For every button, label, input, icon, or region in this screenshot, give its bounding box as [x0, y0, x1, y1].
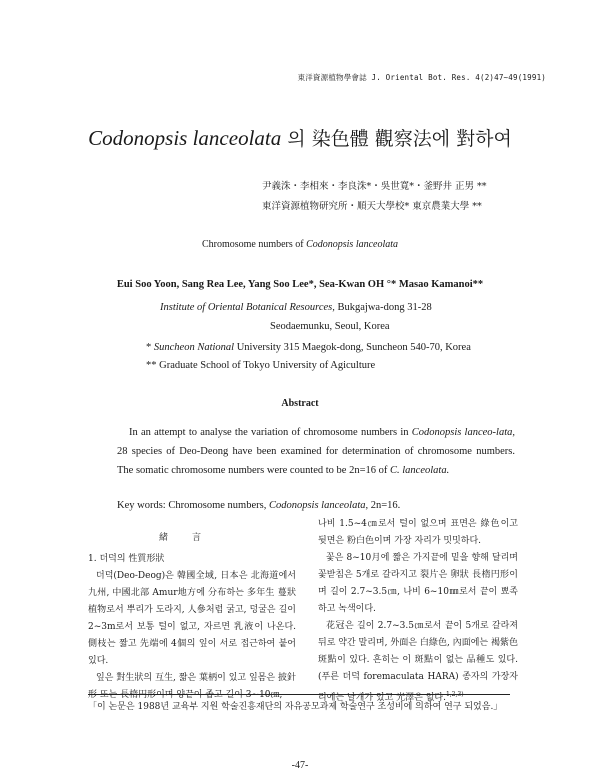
abstract-text-1: In an attempt to analyse the variation of chromosome numbers in [129, 427, 412, 438]
institution-line-2: Seodaemunku, Seoul, Korea [270, 321, 390, 332]
title-species: Codonopsis lanceolata [88, 126, 282, 150]
keywords-species: Codonopsis lanceolata, [268, 500, 369, 511]
keywords-suffix: 2n=16. [368, 500, 401, 511]
suncheon-national: Suncheon National [153, 342, 235, 353]
affil-mark: * [146, 342, 154, 353]
citation-superscript: 1,2,3) [445, 691, 464, 698]
authors-korean: 尹義洙・李相來・李良洙*・吳世寬*・釜野井 正男 ** [262, 181, 487, 192]
right-column [318, 516, 518, 707]
institution-line-4: ** Graduate School of Tokyo University of Agiculture [146, 360, 376, 371]
section-item: 1. 더덕의 性質形狀 [88, 554, 165, 564]
keywords-prefix: Key words: Chromosome numbers, [117, 500, 269, 511]
institution-name: Institute of Oriental Botanical Resources, [160, 302, 335, 313]
paragraph: 나비 1.5~4㎝로서 털이 없으며 표면은 綠色이고 뒷면은 粉白色이며 가장 자리가 밋밋하다. [318, 519, 518, 546]
keywords [117, 500, 400, 511]
english-title-prefix: Chromosome numbers of [201, 239, 307, 250]
left-column [88, 530, 296, 704]
english-title [0, 239, 600, 250]
title-korean: 의 染色體 觀察法에 對하여 [287, 128, 512, 150]
paragraph: 더덕(Deo-Deog)은 韓國全域, 日本은 北海道에서 九州, 中國北部 Amur地方에 分布하는 多年生 蔓狀植物로서 뿌리가 도라지, 人參처럼 굵고, 덩굴은 길이 2~3m로서 보통 털이 없고, 자르면 乳液이 나온다. 側枝는 짧고 先端에 4個의 잎이 서로 접근하여 붙어 있다. [88, 571, 296, 666]
paragraph: 잎은 對生狀의 互生, 짧은 葉柄이 있고 잎몸은 披針形 또는 長楕円形이며 양끝이 좁고 길이 3~10㎝, [88, 673, 296, 700]
abstract-heading: Abstract [281, 398, 319, 409]
paragraph: 꽃은 8~10月에 짧은 가지끝에 밑을 향해 달리며 꽃받침은 5개로 갈라지고 裂片은 卵狀 長楕円形이며 길이 2.7~3.5㎝, 나비 6~10㎜로서 끝이 뾰족하고 녹색이다. [318, 553, 518, 614]
institution-line-3 [146, 342, 471, 353]
institution-line-1 [160, 302, 432, 313]
suncheon-address: University 315 Maegok-dong, Suncheon 540-70, Korea [234, 342, 471, 353]
institution-address: Bukgajwa-dong 31-28 [334, 302, 432, 313]
english-authors: Eui Soo Yoon, Sang Rea Lee, Yang Soo Lee*, Sea-Kwan OH °* Masao Kamanoi** [116, 279, 484, 290]
journal-citation: 東洋資源植物學會誌 J. Oriental Bot. Res. 4(2)47~49(1991) [297, 73, 546, 82]
abstract-species-1: Codonopsis lanceo-lata, [411, 427, 515, 438]
abstract-body [117, 423, 515, 480]
paper-title [0, 124, 600, 151]
affiliations-korean: 東洋資源植物研究所・順天大學校* 東京農業大學 ** [262, 201, 482, 212]
page-number: -47- [291, 760, 309, 771]
section-heading: 緒言 [158, 533, 225, 543]
footnote: 「이 논문은 1988년 교육부 지원 학술진흥재단의 자유공모과제 학술연구 조성비에 의하여 연구 되었음.」 [88, 694, 510, 715]
paragraph-text: 花冠은 길이 2.7~3.5㎝로서 끝이 5개로 갈라져 뒤로 약간 말리며, 外面은 白綠色, 內面에는 褐紫色 斑點이 있다. 흔히는 이 斑點이 없는 品種도 있다. (푸른 더덕 foremaculata HARA) 종자의 가장자리에는 날개가 있고 光澤은 없다. [318, 621, 518, 703]
english-title-species: Codonopsis lanceolata [306, 239, 399, 250]
abstract-species-2: C. lanceolata. [390, 465, 450, 476]
abstract-text-2: 28 species of Deo-Deong have been examined for determination of chromosome numbers. The somatic chromosome numbers were counted to be 2n=16 of [117, 446, 515, 476]
